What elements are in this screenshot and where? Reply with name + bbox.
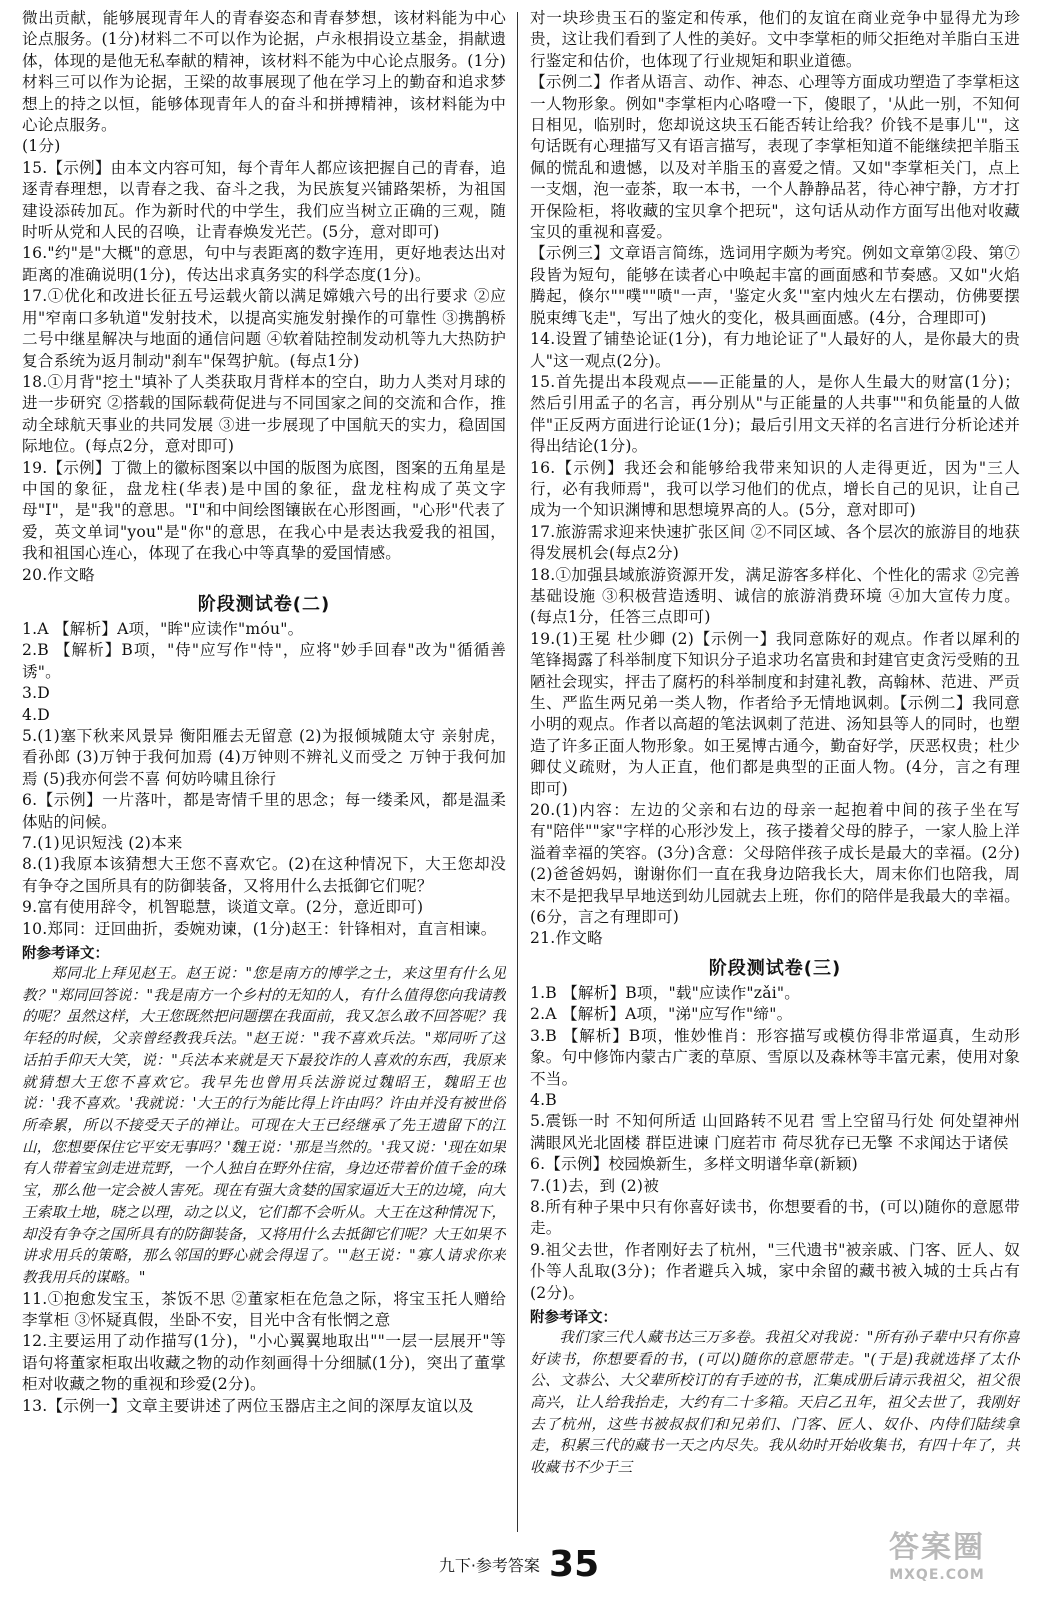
answer-20: 20.作文略 xyxy=(22,565,95,584)
answer-2: 2.A 【解析】A项，"涕"应写作"缔"。 xyxy=(530,1005,793,1024)
answer-4: 4.B xyxy=(530,1090,557,1109)
translation-text: 我们家三代人藏书达三万多卷。我祖父对我说："所有孙子辈中只有你喜好读书，你想要看的书，(可以)随你的意愿带走。"(于是)我就选择了太仆公、文恭公、大父辈所校订的有手迹的书，汇集成册后请示我祖父，祖父很高兴，让人给我抬走，大约有二十多箱。天启乙丑年，祖父去世了，我刚好去了杭州，这些书被叔叔们和兄弟们、门客、匠人、奴仆、内侍们陆续拿走，积累三代的藏书一天之内尽失。我从幼时开始收集书，有四十年了，共收藏书不少于三 xyxy=(530,1328,1020,1477)
answer-19: 19.(1)王冕 杜少卿 (2)【示例一】我同意陈好的观点。作者以犀利的笔锋揭露了科举制度下知识分子追求功名富贵和封建官吏贪污受贿的丑陋社会现实，抨击了腐朽的科举制度和封建礼教，高翰林、范进、严贡生、严监生两兄弟一类人物，作者给予无情地讽刺。【示例二】我同意小明的观点。作者以高超的笔法讽刺了范进、汤知县等人的同时，也塑造了许多正面人物形象。如王冕博古通今，勤奋好学，厌恶权贵；杜少卿仗义疏财，为人正直，他们都是典型的正面人物。(4分，言之有理即可) xyxy=(530,629,1020,798)
answer-17: 17.①优化和改进长征五号运载火箭以满足嫦娥六号的出行要求 ②应用"窄南口多轨道"发射技术，以提高实施发射操作的可靠性 ③携鹊桥二号中继星解决与地面的通信问题 ④软着陆控制发动机等九大热防护复合系统为返月制动"刹车"保驾护航。(每点1分) xyxy=(22,287,506,370)
watermark-logo xyxy=(862,1530,1012,1590)
translation-label: 附参考译文： xyxy=(530,1309,617,1326)
answer-13: 13.【示例一】文章主要讲述了两位玉器店主之间的深厚友谊以及 xyxy=(22,1396,474,1415)
answer-3: 3.B 【解析】B项，惟妙惟肖：形容描写或模仿得非常逼真，生动形象。句中修饰内蒙古广袤的草原、雪原以及森林等丰富元素，使用对象不当。 xyxy=(530,1026,1020,1088)
watermark-text: 答案圈 xyxy=(889,1530,985,1565)
answer-8: 8.所有种子果中只有你喜好读书，你想要看的书，(可以)随你的意愿带走。 xyxy=(530,1197,1020,1238)
footer-label: 九下·参考答案 xyxy=(438,1556,540,1575)
answer-9: 9.祖父去世，作者刚好去了杭州，"三代遗书"被亲戚、门客、匠人、奴仆等人乱取(3分)；作者避兵入城，家中余留的藏书被入城的士兵占有(2分)。 xyxy=(530,1240,1020,1302)
answer-19: 19.【示例】丁微上的徽标图案以中国的版图为底图，图案的五角星是中国的象征，盘龙柱(华表)是中国的象征，盘龙柱构成了英文字母"I"，是"我"的意思。"I"和中间绘图镶嵌在心形图画，"心形"代表了爱，英文单词"you"是"你"的意思，在我心中是表达我爱我的祖国，我和祖国心连心，体现了在我心中等真挚的爱国情感。 xyxy=(22,458,506,563)
section-heading-test-2: 阶段测试卷(二) xyxy=(197,593,331,615)
answer-text: 对一块珍贵玉石的鉴定和传承，他们的友谊在商业竞争中显得尤为珍贵，这让我们看到了人性的美好。文中李掌柜的师父拒绝对羊脂白玉进行鉴定和估价，也体现了行业规矩和职业道德。 xyxy=(530,9,1020,70)
answer-6: 6.【示例】校园焕新生，多样文明谱华章(新颖) xyxy=(530,1155,858,1174)
answer-18: 18.①月背"挖土"填补了人类获取月背样本的空白，助力人类对月球的进一步研究 ②搭载的国际载荷促进与不同国家之间的交流和合作，推动全球航天事业的共同发展 ③进一步展现了中国航天的实力，稳固国际地位。(每点2分，意对即可) xyxy=(22,372,506,456)
answer-7: 7.(1)见识短浅 (2)本来 xyxy=(22,834,183,853)
answer-4: 4.D xyxy=(22,705,50,724)
answer-21: 21.作文略 xyxy=(530,929,603,948)
left-column xyxy=(22,8,506,1538)
answer-12: 12.主要运用了动作描写(1分)，"小心翼翼地取出""一层一层展开"等语句将董家柜取出收藏之物的动作刻画得十分细腻(1分)，突出了董掌柜对收藏之物的重视和珍爱(2分)。 xyxy=(22,1332,506,1394)
column-divider xyxy=(517,12,518,1532)
answer-text: 微出贡献，能够展现青年人的青春姿态和青春梦想，该材料能为中心论点服务。(1分)材料二不可以作为论据，卢永根捐设立基金，捐献遗体，体现的是他无私奉献的精神，该材料不能为中心论点服务。(1分)材料三可以作为论据，王梁的故事展现了他在学习上的勤奋和追求梦想上的持之以恒，能够体现青年人的奋斗和拼搏精神，该材料能为中心论点服务。 xyxy=(22,9,506,135)
answer-8: 8.(1)我原本该猜想大王您不喜欢它。(2)在这种情况下，大王您却没有争夺之国所具有的防御装备，又将用什么去抵御它们呢？ xyxy=(22,855,506,895)
answer-1: 1.A 【解析】A项，"眸"应读作"móu"。 xyxy=(22,619,304,638)
answer-7: 7.(1)去，到 (2)被 xyxy=(530,1176,659,1195)
answer-10: 10.郑同：迂回曲折，委婉劝谏，(1分)赵王：针锋相对，直言相谏。 xyxy=(22,919,497,938)
answer-9: 9.富有使用辞令，机智聪慧，谈道文章。(2分，意近即可) xyxy=(22,898,424,917)
answer-text: 【示例三】文章语言简练，选词用字颇为考究。例如文章第②段、第⑦段皆为短句，能够在读者心中唤起丰富的画面感和节奏感。又如"火焰腾起，倏尔""噗""喷"一声，'鉴定火炙'"室内烛火左右摆动，仿佛要摆脱束缚飞走"，写出了烛火的变化，极具画面感。(4分，合理即可) xyxy=(530,244,1020,327)
answer-2: 2.B 【解析】B项，"侍"应写作"恃"，应将"妙手回春"改为"循循善诱"。 xyxy=(22,641,506,681)
answer-18: 18.①加强县域旅游资源开发，满足游客多样化、个性化的需求 ②完善基础设施 ③积极营造透明、诚信的旅游消费环境 ④加大宣传力度。(每点1分，任答三点即可) xyxy=(530,565,1020,627)
answer-1: 1.B 【解析】B项，"载"应读作"zǎi"。 xyxy=(530,983,801,1002)
answer-15: 15.【示例】由本文内容可知，每个青年人都应该把握自己的青春，追逐青春理想，以青春之我、奋斗之我，为民族复兴铺路架桥，为祖国建设添砖加瓦。作为新时代的中学生，我们应当树立正确的三观，随时听从党和人民的召唤，让青春焕发光芒。(5分，意对即可) xyxy=(22,158,506,242)
answer-3: 3.D xyxy=(22,684,50,703)
watermark-url: MXQE.COM xyxy=(889,1567,985,1583)
answer-15: 15.首先提出本段观点——正能量的人，是你人生最大的财富(1分)；然后引用孟子的名言，再分别从"与正能量的人共事""和负能量的人做伴"正反两方面进行论证(1分)；最后引用文天祥的名言进行分析论述并得出结论(1分)。 xyxy=(530,372,1020,456)
answer-11: 11.①抱愈发宝玉，茶饭不思 ②董家柜在危急之际，将宝玉托人赠给李掌柜 ③怀疑真假，坐卧不安，目光中含有怅惘之意 xyxy=(22,1289,506,1330)
answer-text: (1分) xyxy=(22,137,61,156)
translation-text: 郑同北上拜见赵王。赵王说："您是南方的博学之士，来这里有什么见教？"郑同回答说："我是南方一个乡村的无知的人，有什么值得您向我请教的呢？虽然这样，大王您既然把问题摆在我面前，我又怎么敢不回答呢？我年轻的时候，父亲曾经教我兵法。"赵王说："我不喜欢兵法。"郑同听了这话拍手仰天大笑，说："兵法本来就是天下最狡诈的人喜欢的东西，我原来就猜想大王您不喜欢它。我早先也曾用兵法游说过魏昭王，魏昭王也说：'我不喜欢。'我就说：'大王的行为能比得上许由吗？许由并没有被世俗所牵累，所以不接受天子的禅让。可现在大王已经继承了先王遗留下的江山，您想要保住它平安无事吗？'魏王说：'那是当然的。'我又说：'现在如果有人带着宝剑走进荒野，一个人独自在野外住宿，身边还带着价值千金的珠宝，那么他一定会被人害死。现在有强大贪婪的国家逼近大王的边境，向大王索取土地，晓之以理，动之以义，它们都不会听从。大王在这种情况下，却没有争夺之国所具有的防御装备，又将用什么去抵御它们呢？大王如果不讲求用兵的策略，那么邻国的野心就会得逞了。'"赵王说："寡人请求你来教我用兵的谋略。" xyxy=(22,965,506,1286)
answer-14: 14.设置了铺垫论证(1分)，有力地论证了"人最好的人，是你最大的贵人"这一观点(2分)。 xyxy=(530,330,1020,370)
section-heading-test-3: 阶段测试卷(三) xyxy=(708,957,842,979)
answer-17: 17.旅游需求迎来快速扩张区间 ②不同区域、各个层次的旅游目的地获得发展机会(每点2分) xyxy=(530,522,1020,563)
answer-5: 5.(1)塞下秋来风景异 衡阳雁去无留意 (2)为报倾城随太守 亲射虎，看孙郎 (3)万钟于我何加焉 (4)万钟则不辨礼义而受之 万钟于我何加焉 (5)我亦何尝不喜 何妨吟啸且徐行 xyxy=(22,727,506,788)
right-column xyxy=(530,8,1020,1538)
answer-20: 20.(1)内容：左边的父亲和右边的母亲一起抱着中间的孩子坐在写有"陪伴""家"字样的心形沙发上，孩子搂着父母的脖子，一家人脸上洋溢着幸福的笑容。(3分)含意：父母陪伴孩子成长是最大的幸福。(2分)(2)爸爸妈妈，谢谢你们一直在我身边陪我长大，周末你们也陪我，周末不是把我早早地送到幼儿园就去上班，你们的陪伴是我最大的幸福。(6分，言之有理即可) xyxy=(530,801,1020,927)
answer-16: 16.【示例】我还会和能够给我带来知识的人走得更近，因为"三人行，必有我师焉"，我可以学习他们的优点，增长自己的见识，让自己成为一个知识渊博和思想境界高的人。(5分，意对即可) xyxy=(530,458,1020,520)
answer-5: 5.震铄一时 不知何所适 山回路转不见君 雪上空留马行处 何处望神州 满眼风光北固楼 群臣进谏 门庭若市 荷尽犹存已无擎 不求闻达于诸侯 xyxy=(530,1112,1020,1152)
answer-text: 【示例二】作者从语言、动作、神态、心理等方面成功塑造了李掌柜这一人物形象。例如"李掌柜内心咯噔一下，傻眼了，'从此一别，不知何日相见，临别时，您却说这块玉石能否转让给我？价钱不是事儿'"，这句话既有心理描写又有语言描写，表现了李掌柜知道不能继续把羊脂玉佩的慌乱和遗憾，以及对羊脂玉的喜爱之情。又如"李掌柜关门，点上一支烟，泡一壶茶，取一本书，一个人静静品茗，待心神宁静，方才打开保险柜，将收藏的宝贝拿个把玩"，这句话从动作方面写出他对收藏宝贝的重视和喜爱。 xyxy=(530,73,1020,242)
translation-label: 附参考译文： xyxy=(22,946,109,963)
answer-16: 16."约"是"大概"的意思，句中与表距离的数字连用，更好地表达出对距离的准确说明(1分)，传达出求真务实的科学态度(1分)。 xyxy=(22,244,506,284)
page-number: 35 xyxy=(549,1544,600,1585)
answer-6: 6.【示例】一片落叶，都是寄情千里的思念；每一缕柔风，都是温柔体贴的问候。 xyxy=(22,791,506,831)
